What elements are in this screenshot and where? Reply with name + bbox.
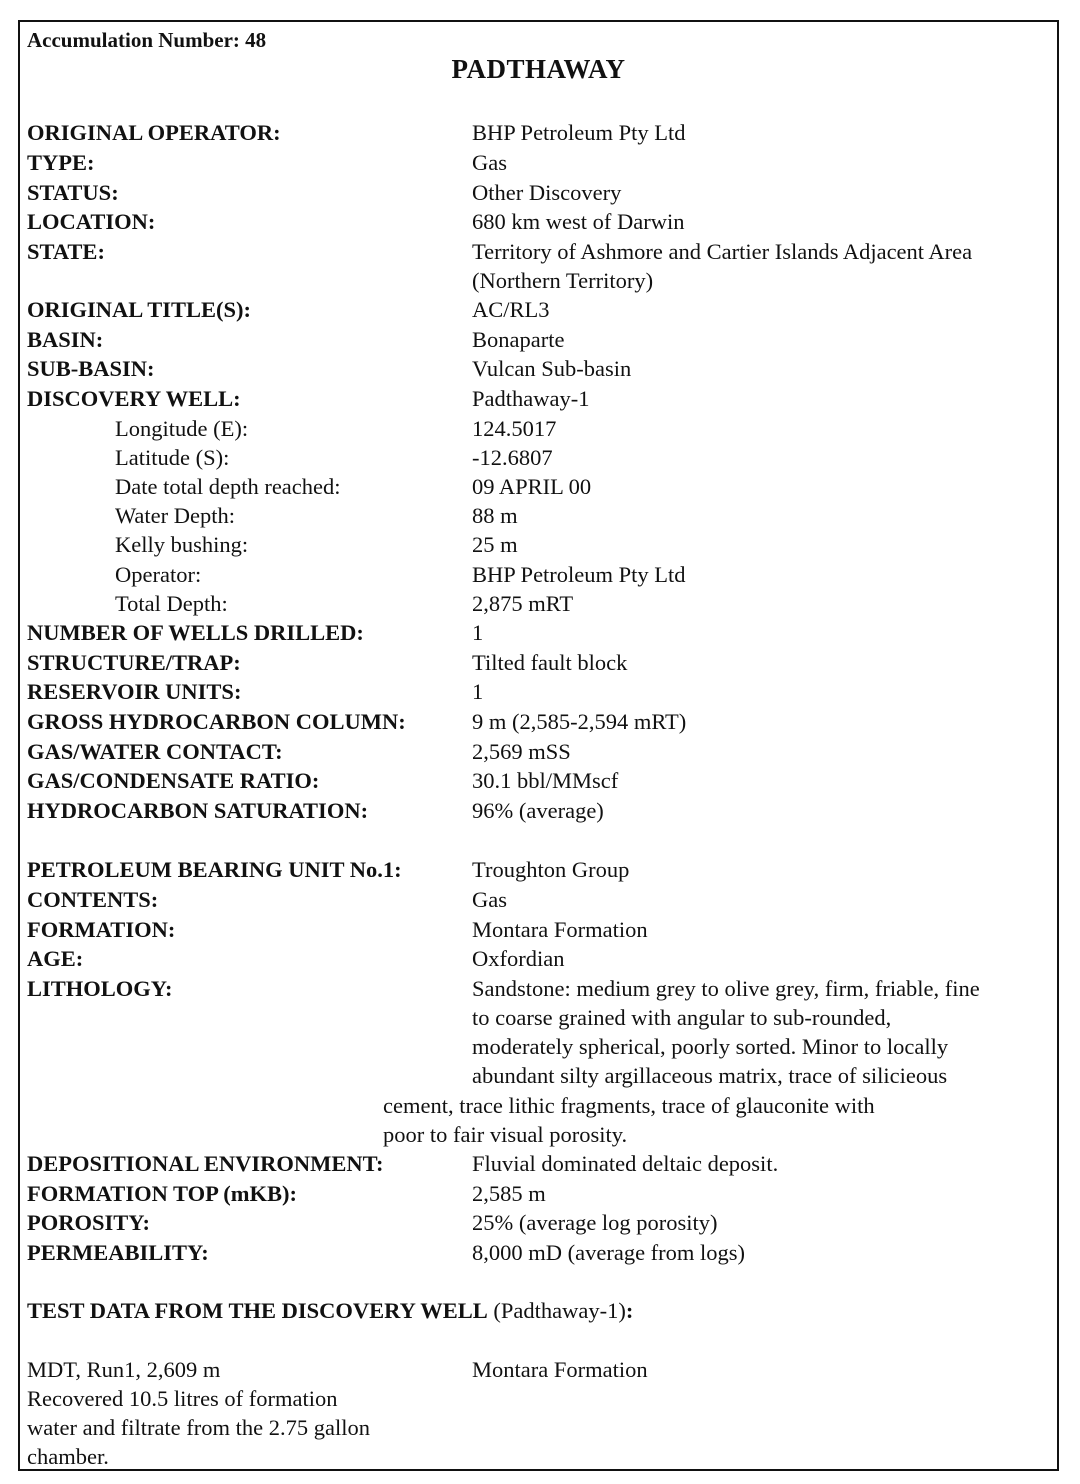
lithology-line: abundant silty argillaceous matrix, trace of silicieous: [472, 1063, 948, 1088]
field-value: 2,569 mSS: [472, 739, 571, 764]
test-result-line: Recovered 10.5 litres of formation: [27, 1386, 338, 1411]
field-label: DEPOSITIONAL ENVIRONMENT:: [27, 1151, 384, 1176]
field-label: GAS/WATER CONTACT:: [27, 739, 283, 764]
field-label: LOCATION:: [27, 209, 156, 234]
test-result-line: water and filtrate from the 2.75 gallon: [27, 1415, 371, 1440]
field-value: Other Discovery: [472, 180, 622, 205]
field-label: DISCOVERY WELL:: [27, 386, 241, 411]
field-value: Gas: [472, 150, 507, 175]
field-title: PADTHAWAY: [451, 54, 626, 84]
field-value: 2,585 m: [472, 1181, 546, 1206]
well-label: Kelly bushing:: [115, 532, 249, 557]
well-value: 2,875 mRT: [472, 591, 574, 616]
well-value: 88 m: [472, 503, 518, 528]
well-value: 124.5017: [472, 416, 557, 441]
field-value: 8,000 mD (average from logs): [472, 1240, 746, 1265]
field-value: Territory of Ashmore and Cartier Islands Adjacent Area: [472, 239, 973, 264]
field-value: 1: [472, 620, 484, 645]
field-label: POROSITY:: [27, 1210, 150, 1235]
well-value: 25 m: [472, 532, 518, 557]
well-value: BHP Petroleum Pty Ltd: [472, 562, 686, 587]
field-value: Padthaway-1: [472, 386, 590, 411]
field-value: Bonaparte: [472, 327, 565, 352]
field-value: Fluvial dominated deltaic deposit.: [472, 1151, 779, 1176]
field-label: LITHOLOGY:: [27, 976, 173, 1001]
field-value: Gas: [472, 887, 507, 912]
field-value: Troughton Group: [472, 857, 630, 882]
field-label: ORIGINAL OPERATOR:: [27, 120, 281, 145]
field-value: Tilted fault block: [472, 650, 628, 675]
field-value: 9 m (2,585-2,594 mRT): [472, 709, 687, 734]
field-value: 96% (average): [472, 798, 604, 823]
field-value: 30.1 bbl/MMscf: [472, 768, 619, 793]
field-label: PETROLEUM BEARING UNIT No.1:: [27, 857, 402, 882]
field-label: TYPE:: [27, 150, 95, 175]
well-label: Total Depth:: [115, 591, 228, 616]
well-label: Operator:: [115, 562, 202, 587]
field-label: CONTENTS:: [27, 887, 159, 912]
field-label: GROSS HYDROCARBON COLUMN:: [27, 709, 406, 734]
well-value: 09 APRIL 00: [472, 474, 592, 499]
field-value: 1: [472, 679, 484, 704]
field-label: HYDROCARBON SATURATION:: [27, 798, 369, 823]
accumulation-number: Accumulation Number: 48: [27, 28, 267, 52]
test-name: MDT, Run1, 2,609 m: [27, 1357, 221, 1382]
test-data-heading-well: (Padthaway-1): [493, 1298, 626, 1323]
field-label: GAS/CONDENSATE RATIO:: [27, 768, 320, 793]
field-label: SUB-BASIN:: [27, 356, 155, 381]
lithology-line: to coarse grained with angular to sub-rounded,: [472, 1005, 892, 1030]
lithology-line: cement, trace lithic fragments, trace of glauconite with: [383, 1093, 875, 1118]
field-label: STATUS:: [27, 180, 119, 205]
lithology-line: moderately spherical, poorly sorted. Minor to locally: [472, 1034, 949, 1059]
field-label: FORMATION TOP (mKB):: [27, 1181, 297, 1206]
field-value: BHP Petroleum Pty Ltd: [472, 120, 686, 145]
field-value: 680 km west of Darwin: [472, 209, 685, 234]
field-value: Oxfordian: [472, 946, 565, 971]
well-label: Water Depth:: [115, 503, 236, 528]
field-label: FORMATION:: [27, 917, 176, 942]
field-label: BASIN:: [27, 327, 104, 352]
accumulation-record: [18, 20, 1059, 1471]
test-data-heading: [27, 1296, 633, 1326]
field-label: AGE:: [27, 946, 84, 971]
field-label: PERMEABILITY:: [27, 1240, 209, 1265]
test-result-line: chamber.: [27, 1444, 109, 1469]
field-label: STRUCTURE/TRAP:: [27, 650, 241, 675]
field-value: 25% (average log porosity): [472, 1210, 718, 1235]
field-value: Vulcan Sub-basin: [472, 356, 632, 381]
well-label: Longitude (E):: [115, 416, 249, 441]
test-data-heading-colon: :: [625, 1298, 634, 1323]
well-value: -12.6807: [472, 445, 553, 470]
field-label: RESERVOIR UNITS:: [27, 679, 242, 704]
test-formation: Montara Formation: [472, 1357, 648, 1382]
field-value: Montara Formation: [472, 917, 648, 942]
lithology-line: poor to fair visual porosity.: [383, 1122, 628, 1147]
field-label: ORIGINAL TITLE(S):: [27, 297, 252, 322]
field-label: STATE:: [27, 239, 105, 264]
well-label: Latitude (S):: [115, 445, 230, 470]
well-label: Date total depth reached:: [115, 474, 341, 499]
field-value: AC/RL3: [472, 297, 550, 322]
field-label: NUMBER OF WELLS DRILLED:: [27, 620, 364, 645]
field-value: (Northern Territory): [472, 268, 654, 293]
lithology-line: Sandstone: medium grey to olive grey, firm, friable, fine: [472, 976, 980, 1001]
test-data-heading-text: TEST DATA FROM THE DISCOVERY WELL: [27, 1298, 488, 1323]
